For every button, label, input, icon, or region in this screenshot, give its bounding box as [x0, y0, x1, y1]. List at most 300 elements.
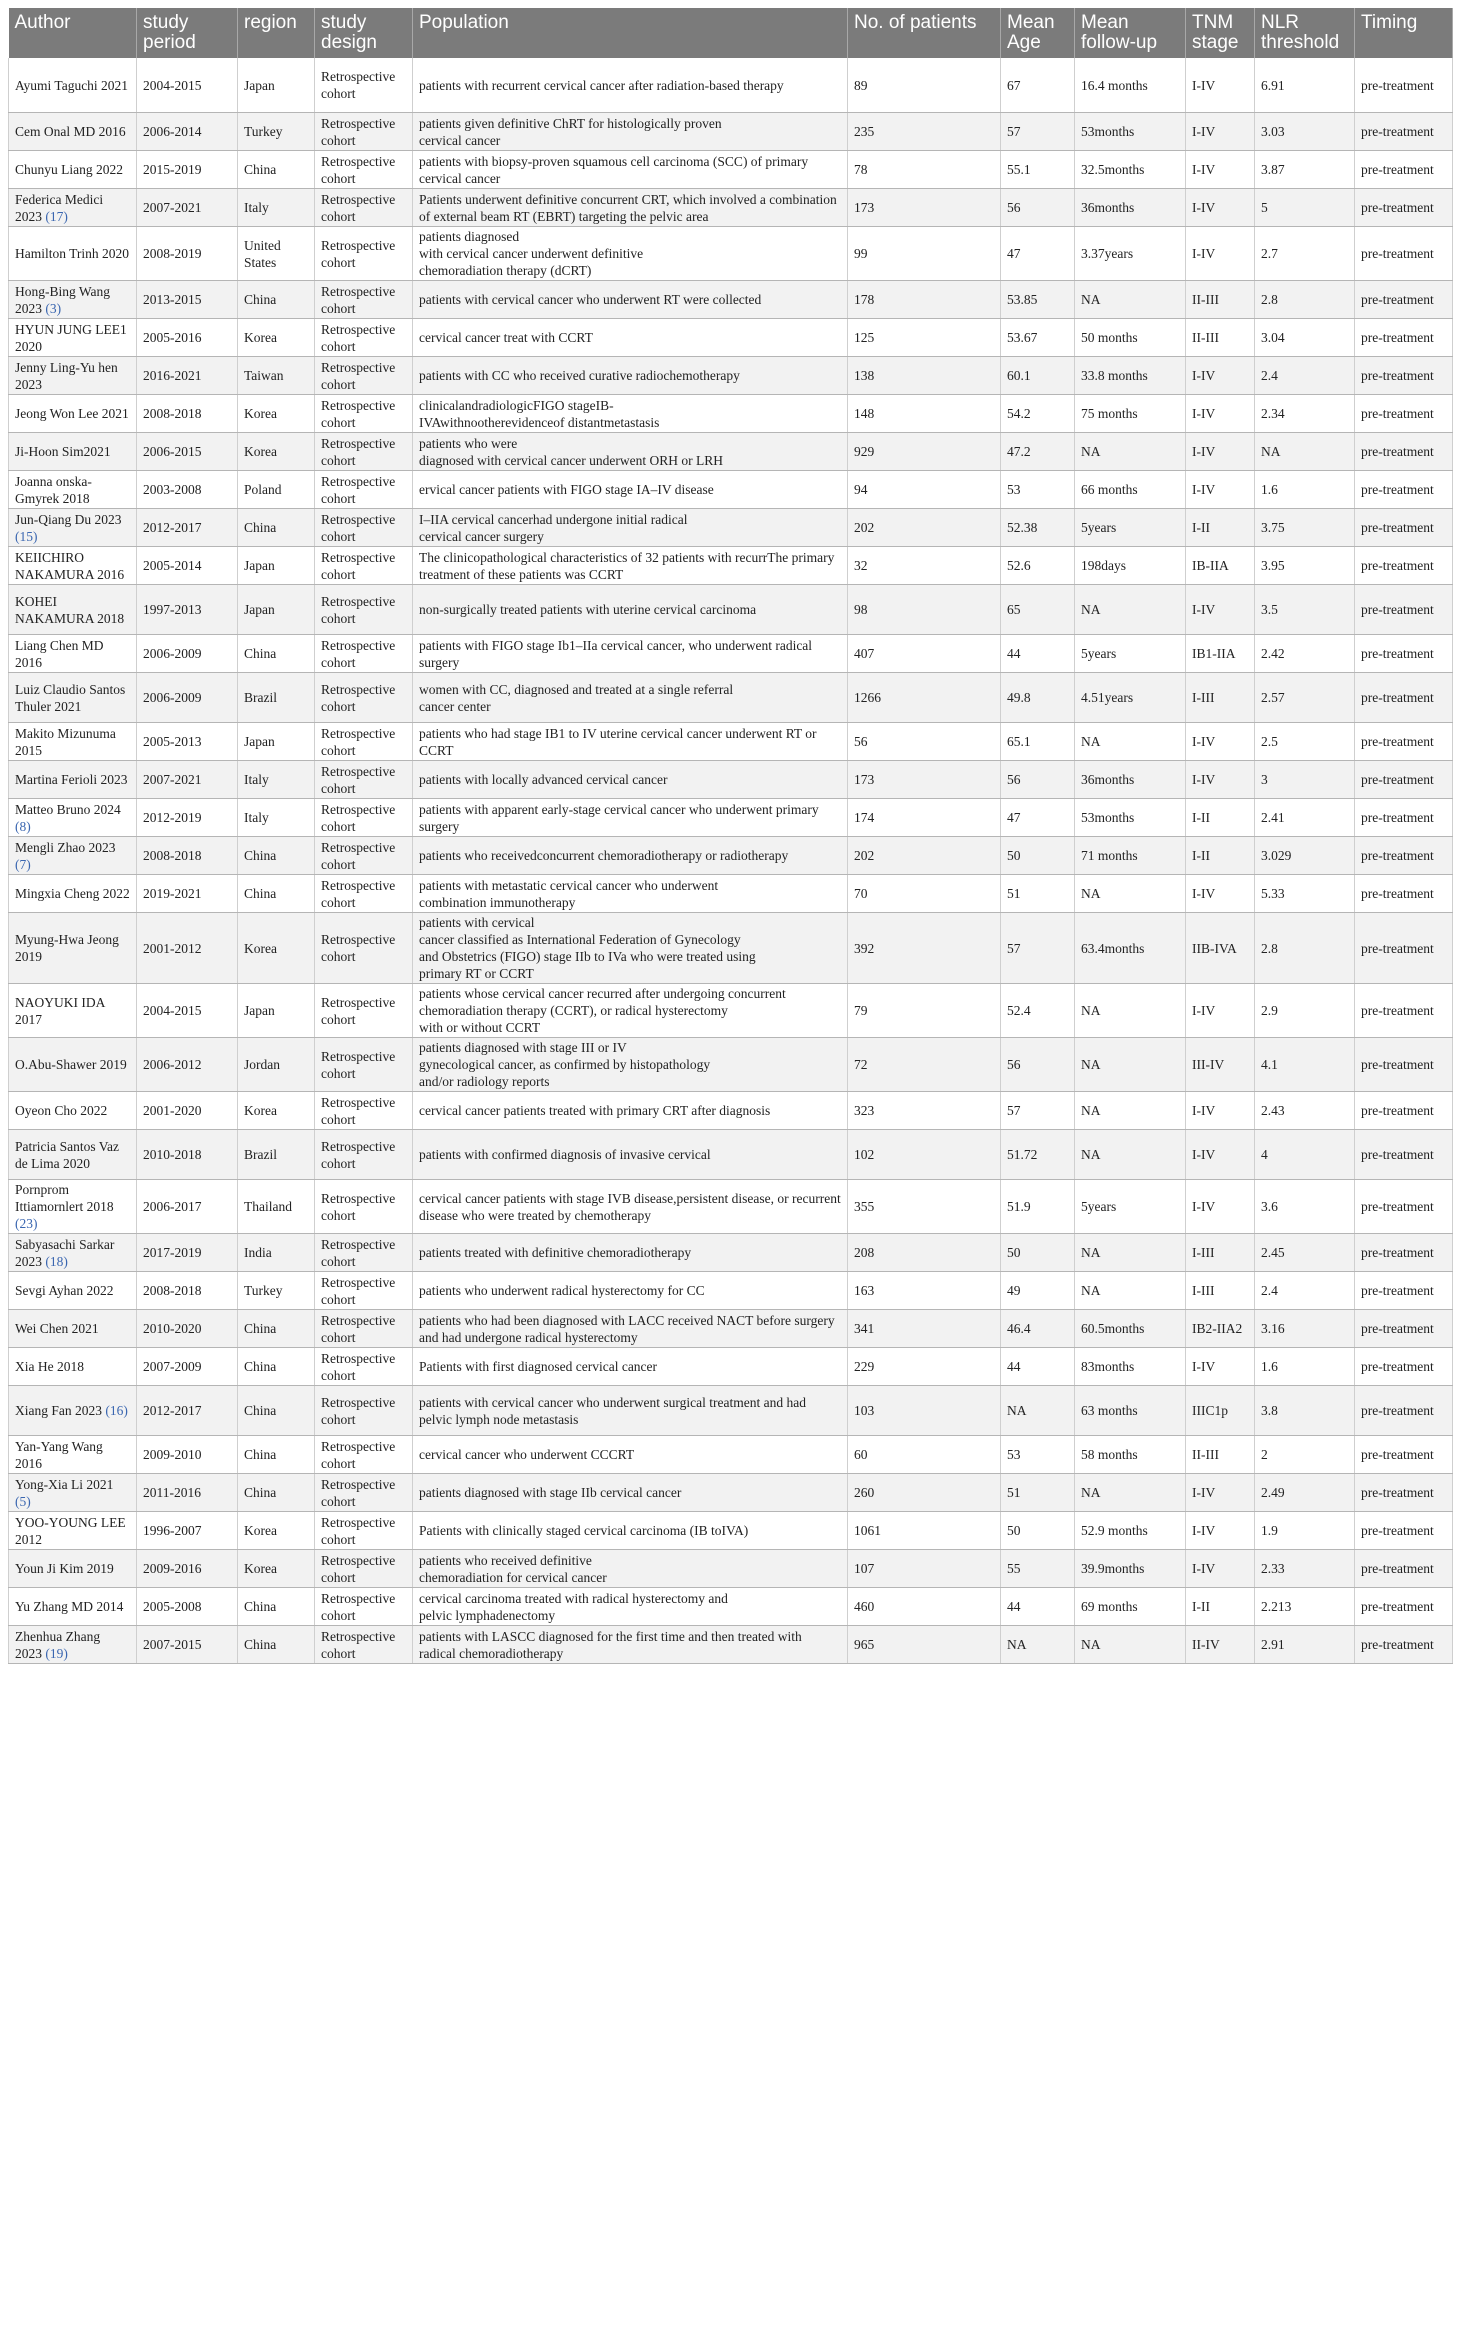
cell-author-text: Zhenhua Zhang 2023	[15, 1628, 101, 1661]
cell-mean-age	[1001, 1474, 1075, 1512]
cell-mean-age	[1001, 1272, 1075, 1310]
cell-population-text: patients diagnosed with stage III or IV gynecological cancer, as confirmed by histopathology and/or radiology reports	[419, 1040, 711, 1089]
reference-link[interactable]: (7)	[15, 856, 31, 872]
cell-study-period-text: 2005-2008	[143, 1599, 202, 1614]
cell-study-period-text: 1997-2013	[143, 602, 202, 617]
cell-mean-follow-up-text: 36months	[1081, 772, 1135, 787]
cell-timing	[1355, 984, 1453, 1038]
cell-mean-follow-up-text: 75 months	[1081, 406, 1138, 421]
cell-tnm-stage	[1186, 471, 1255, 509]
cell-region-text: Japan	[244, 602, 275, 617]
cell-timing-text: pre-treatment	[1361, 1485, 1434, 1500]
cell-mean-follow-up-text: 58 months	[1081, 1447, 1138, 1462]
cell-nlr-threshold	[1255, 471, 1355, 509]
cell-region-text: Italy	[244, 772, 269, 787]
table-row	[9, 227, 1453, 281]
cell-study-period	[137, 1234, 238, 1272]
cell-nlr-threshold-text: 1.6	[1261, 482, 1278, 497]
cell-study-period	[137, 1180, 238, 1234]
cell-author-text: Liang Chen MD 2016	[15, 637, 104, 670]
cell-nlr-threshold	[1255, 1588, 1355, 1626]
cell-mean-age-text: 54.2	[1007, 406, 1031, 421]
reference-link[interactable]: (5)	[15, 1493, 31, 1509]
cell-nlr-threshold	[1255, 1348, 1355, 1386]
cell-timing-text: pre-treatment	[1361, 810, 1434, 825]
cell-no-of-patients	[848, 1626, 1001, 1664]
cell-author	[9, 58, 137, 113]
cell-nlr-threshold-text: 1.6	[1261, 1359, 1278, 1374]
cell-mean-follow-up	[1075, 58, 1186, 113]
cell-population-text: patients with biopsy-proven squamous cell carcinoma (SCC) of primary cervical cancer	[419, 153, 809, 186]
cell-study-period-text: 2007-2009	[143, 1359, 202, 1374]
cell-no-of-patients	[848, 585, 1001, 635]
cell-author-text: Ji-Hoon Sim2021	[15, 444, 111, 459]
cell-mean-age	[1001, 875, 1075, 913]
cell-nlr-threshold-text: 2.9	[1261, 1003, 1278, 1018]
cell-study-period	[137, 547, 238, 585]
cell-no-of-patients-text: 163	[854, 1283, 875, 1298]
cell-timing	[1355, 723, 1453, 761]
cell-mean-age-text: 56	[1007, 1057, 1021, 1072]
cell-region	[238, 1474, 315, 1512]
cell-mean-follow-up	[1075, 113, 1186, 151]
cell-mean-age	[1001, 227, 1075, 281]
cell-tnm-stage-text: I-IV	[1192, 1485, 1216, 1500]
cell-mean-age	[1001, 395, 1075, 433]
cell-nlr-threshold	[1255, 113, 1355, 151]
cell-mean-age	[1001, 189, 1075, 227]
reference-link[interactable]: (18)	[45, 1253, 68, 1269]
reference-link[interactable]: (15)	[15, 528, 38, 544]
cell-timing-text: pre-treatment	[1361, 1147, 1434, 1162]
cell-mean-age	[1001, 761, 1075, 799]
cell-study-design	[315, 875, 413, 913]
cell-nlr-threshold	[1255, 1092, 1355, 1130]
cell-population	[413, 189, 848, 227]
cell-population-text: clinicalandradiologicFIGO stageIB- IVAwithnootherevidenceof distantmetastasis	[419, 397, 660, 430]
cell-timing	[1355, 837, 1453, 875]
cell-region-text: China	[244, 1599, 277, 1614]
cell-region-text: China	[244, 1321, 277, 1336]
cell-author	[9, 1588, 137, 1626]
cell-study-design-text: Retrospective cohort	[321, 1094, 396, 1127]
cell-no-of-patients-text: 235	[854, 124, 875, 139]
cell-mean-age-text: 67	[1007, 77, 1021, 93]
cell-study-period	[137, 1310, 238, 1348]
table-row	[9, 1386, 1453, 1436]
table-row	[9, 1348, 1453, 1386]
table-row	[9, 585, 1453, 635]
cell-no-of-patients	[848, 635, 1001, 673]
cell-timing-text: pre-treatment	[1361, 1103, 1434, 1118]
cell-no-of-patients	[848, 58, 1001, 113]
cell-timing	[1355, 1474, 1453, 1512]
cell-mean-follow-up	[1075, 281, 1186, 319]
cell-mean-age	[1001, 1386, 1075, 1436]
cell-no-of-patients-text: 72	[854, 1057, 868, 1072]
cell-tnm-stage	[1186, 1310, 1255, 1348]
cell-author	[9, 227, 137, 281]
cell-study-design-text: Retrospective cohort	[321, 1048, 396, 1081]
cell-population	[413, 761, 848, 799]
cell-study-period	[137, 913, 238, 984]
cell-mean-follow-up-text: 33.8 months	[1081, 368, 1148, 383]
cell-tnm-stage	[1186, 1272, 1255, 1310]
cell-region-text: United States	[244, 237, 281, 270]
cell-mean-age-text: 47	[1007, 246, 1021, 261]
cell-author-text: KOHEI NAKAMURA 2018	[15, 593, 125, 626]
cell-tnm-stage	[1186, 1348, 1255, 1386]
header-author: Author	[9, 8, 137, 58]
cell-nlr-threshold	[1255, 58, 1355, 113]
cell-study-design	[315, 1436, 413, 1474]
cell-author-text: Yu Zhang MD 2014	[15, 1599, 124, 1614]
cell-author-text: O.Abu-Shawer 2019	[15, 1057, 127, 1072]
cell-study-period	[137, 1436, 238, 1474]
cell-region	[238, 1348, 315, 1386]
cell-timing	[1355, 1386, 1453, 1436]
cell-author-text: NAOYUKI IDA 2017	[15, 994, 105, 1027]
cell-no-of-patients-text: 173	[854, 772, 875, 787]
cell-study-design-text: Retrospective cohort	[321, 191, 396, 224]
cell-nlr-threshold-text: 2.8	[1261, 292, 1278, 307]
cell-author	[9, 1130, 137, 1180]
table-row	[9, 357, 1453, 395]
cell-mean-follow-up-text: 36months	[1081, 200, 1135, 215]
cell-study-design-text: Retrospective cohort	[321, 1190, 396, 1223]
cell-no-of-patients	[848, 1310, 1001, 1348]
cell-mean-follow-up	[1075, 875, 1186, 913]
cell-mean-age-text: 47	[1007, 810, 1021, 825]
cell-region	[238, 1038, 315, 1092]
cell-timing	[1355, 1234, 1453, 1272]
cell-mean-age-text: 56	[1007, 200, 1021, 215]
cell-study-period-text: 2006-2014	[143, 124, 202, 139]
cell-study-design	[315, 471, 413, 509]
cell-mean-age	[1001, 357, 1075, 395]
cell-author-text: Xiang Fan 2023	[15, 1403, 102, 1418]
cell-study-period-text: 2012-2017	[143, 520, 202, 535]
cell-tnm-stage	[1186, 433, 1255, 471]
cell-study-design	[315, 547, 413, 585]
cell-author-text: Makito Mizunuma 2015	[15, 725, 116, 758]
table-row	[9, 673, 1453, 723]
cell-study-period-text: 2006-2012	[143, 1057, 202, 1072]
cell-mean-age-text: 51	[1007, 1485, 1021, 1500]
cell-tnm-stage	[1186, 1092, 1255, 1130]
cell-population	[413, 875, 848, 913]
cell-mean-age	[1001, 1234, 1075, 1272]
cell-author-text: Yan-Yang Wang 2016	[15, 1438, 103, 1471]
cell-tnm-stage	[1186, 1588, 1255, 1626]
cell-region	[238, 1234, 315, 1272]
cell-author	[9, 585, 137, 635]
cell-mean-age	[1001, 1512, 1075, 1550]
cell-tnm-stage	[1186, 761, 1255, 799]
cell-population-text: patients with locally advanced cervical cancer	[419, 772, 668, 787]
cell-tnm-stage-text: II-III	[1192, 1447, 1219, 1462]
cell-author-text: Hong-Bing Wang 2023	[15, 283, 111, 316]
cell-population	[413, 113, 848, 151]
cell-population-text: patients with CC who received curative radiochemotherapy	[419, 368, 740, 383]
cell-mean-age	[1001, 1038, 1075, 1092]
cell-study-design-text: Retrospective cohort	[321, 1350, 396, 1383]
cell-timing	[1355, 547, 1453, 585]
cell-mean-follow-up-text: NA	[1081, 602, 1101, 617]
cell-mean-age	[1001, 585, 1075, 635]
cell-region-text: Korea	[244, 1561, 277, 1576]
cell-region	[238, 547, 315, 585]
cell-nlr-threshold-text: 3.8	[1261, 1403, 1278, 1418]
table-row	[9, 1038, 1453, 1092]
cell-mean-age	[1001, 1092, 1075, 1130]
table-row	[9, 281, 1453, 319]
cell-region-text: Italy	[244, 200, 269, 215]
cell-author	[9, 547, 137, 585]
cell-study-design	[315, 1348, 413, 1386]
cell-no-of-patients	[848, 875, 1001, 913]
cell-nlr-threshold-text: 2.57	[1261, 690, 1285, 705]
reference-link[interactable]: (3)	[45, 300, 62, 316]
cell-study-period-text: 2005-2013	[143, 734, 202, 749]
cell-timing-text: pre-treatment	[1361, 558, 1434, 573]
cell-mean-follow-up	[1075, 189, 1186, 227]
cell-region-text: China	[244, 848, 277, 863]
cell-mean-follow-up-text: 83months	[1081, 1359, 1135, 1374]
cell-study-period	[137, 58, 238, 113]
cell-no-of-patients	[848, 1474, 1001, 1512]
cell-region	[238, 723, 315, 761]
cell-timing-text: pre-treatment	[1361, 772, 1434, 787]
cell-author-text: Myung-Hwa Jeong 2019	[15, 932, 119, 964]
cell-mean-age-text: 51.72	[1007, 1147, 1038, 1162]
cell-study-design-text: Retrospective cohort	[321, 681, 396, 714]
cell-nlr-threshold	[1255, 319, 1355, 357]
table-row	[9, 1234, 1453, 1272]
cell-author-text: Federica Medici 2023	[15, 191, 104, 224]
cell-population-text: patients with LASCC diagnosed for the first time and then treated with radical chemoradiotherapy	[419, 1628, 802, 1661]
cell-population-text: patients with FIGO stage Ib1–IIa cervical cancer, who underwent radical surgery	[419, 637, 813, 670]
reference-link[interactable]: (16)	[105, 1403, 128, 1418]
cell-nlr-threshold-text: 2.34	[1261, 406, 1285, 421]
cell-mean-age	[1001, 723, 1075, 761]
cell-tnm-stage-text: I-III	[1192, 1283, 1215, 1298]
cell-tnm-stage-text: IB-IIA	[1192, 558, 1229, 573]
cell-author	[9, 433, 137, 471]
cell-no-of-patients	[848, 1272, 1001, 1310]
cell-study-period	[137, 1626, 238, 1664]
cell-study-period-text: 2008-2018	[143, 406, 202, 421]
cell-author	[9, 189, 137, 227]
cell-author	[9, 357, 137, 395]
cell-author-text: Jeong Won Lee 2021	[15, 406, 129, 421]
cell-mean-follow-up	[1075, 433, 1186, 471]
cell-mean-age-text: 60.1	[1007, 368, 1031, 383]
cell-region-text: Thailand	[244, 1199, 292, 1214]
cell-region-text: China	[244, 1485, 277, 1500]
cell-mean-follow-up-text: 5years	[1081, 1199, 1117, 1214]
reference-link[interactable]: (8)	[15, 818, 31, 834]
cell-study-design	[315, 509, 413, 547]
cell-no-of-patients	[848, 1550, 1001, 1588]
cell-study-design	[315, 1626, 413, 1664]
cell-mean-follow-up-text: NA	[1081, 886, 1101, 901]
table-row	[9, 151, 1453, 189]
reference-link[interactable]: (23)	[15, 1216, 38, 1231]
cell-timing	[1355, 1436, 1453, 1474]
cell-study-design	[315, 281, 413, 319]
cell-no-of-patients-text: 60	[854, 1447, 868, 1462]
cell-mean-age	[1001, 547, 1075, 585]
cell-mean-follow-up	[1075, 1130, 1186, 1180]
cell-population-text: patients treated with definitive chemoradiotherapy	[419, 1245, 692, 1260]
cell-tnm-stage	[1186, 875, 1255, 913]
cell-study-design-text: Retrospective cohort	[321, 725, 396, 758]
cell-region-text: Turkey	[244, 124, 283, 139]
cell-timing-text: pre-treatment	[1361, 602, 1434, 617]
cell-no-of-patients	[848, 1038, 1001, 1092]
cell-study-period-text: 2013-2015	[143, 292, 202, 307]
cell-no-of-patients	[848, 761, 1001, 799]
cell-no-of-patients	[848, 1092, 1001, 1130]
cell-author-text: Chunyu Liang 2022	[15, 162, 123, 177]
cell-tnm-stage-text: I-II	[1192, 1599, 1210, 1614]
cell-region	[238, 1310, 315, 1348]
table-row	[9, 875, 1453, 913]
cell-mean-follow-up	[1075, 395, 1186, 433]
cell-nlr-threshold-text: 3.75	[1261, 520, 1285, 535]
cell-study-period-text: 2006-2015	[143, 444, 202, 459]
cell-author-text: Martina Ferioli 2023	[15, 772, 128, 787]
cell-nlr-threshold-text: 6.91	[1261, 77, 1285, 93]
cell-tnm-stage-text: I-IV	[1192, 368, 1216, 383]
cell-population-text: patients with recurrent cervical cancer after radiation-based therapy	[419, 77, 784, 93]
cell-study-period	[137, 635, 238, 673]
cell-population-text: patients whose cervical cancer recurred after undergoing concurrent chemoradiation therapy (CCRT), or radical hysterectomy with or without CCRT	[419, 986, 786, 1035]
cell-study-design	[315, 1130, 413, 1180]
table-row	[9, 395, 1453, 433]
cell-study-period-text: 2009-2016	[143, 1561, 202, 1576]
cell-population-text: patients who had stage IB1 to IV uterine cervical cancer underwent RT or CCRT	[419, 725, 817, 758]
cell-nlr-threshold-text: 3.5	[1261, 602, 1278, 617]
cell-region	[238, 113, 315, 151]
table-body	[9, 58, 1453, 1664]
cell-mean-age	[1001, 1550, 1075, 1588]
cell-study-design	[315, 58, 413, 113]
cell-timing-text: pre-treatment	[1361, 200, 1434, 215]
cell-population	[413, 1234, 848, 1272]
cell-region-text: Poland	[244, 482, 282, 497]
cell-study-design	[315, 1386, 413, 1436]
cell-region-text: Italy	[244, 810, 269, 825]
cell-nlr-threshold-text: 2.7	[1261, 246, 1278, 261]
cell-nlr-threshold	[1255, 837, 1355, 875]
cell-nlr-threshold	[1255, 1130, 1355, 1180]
cell-population	[413, 799, 848, 837]
cell-study-design	[315, 913, 413, 984]
cell-region	[238, 227, 315, 281]
cell-population-text: cervical cancer patients treated with primary CRT after diagnosis	[419, 1103, 771, 1118]
cell-study-design-text: Retrospective cohort	[321, 1236, 396, 1269]
reference-link[interactable]: (19)	[45, 1645, 68, 1661]
cell-mean-age	[1001, 1180, 1075, 1234]
cell-no-of-patients	[848, 913, 1001, 984]
cell-nlr-threshold	[1255, 1272, 1355, 1310]
cell-mean-follow-up	[1075, 1272, 1186, 1310]
cell-timing	[1355, 585, 1453, 635]
reference-link[interactable]: (17)	[45, 208, 68, 224]
cell-study-period	[137, 509, 238, 547]
table-row	[9, 319, 1453, 357]
cell-population-text: patients diagnosed with cervical cancer underwent definitive chemoradiation therapy (dCRT)	[419, 229, 644, 278]
cell-mean-age	[1001, 1588, 1075, 1626]
cell-population	[413, 673, 848, 723]
cell-mean-age	[1001, 984, 1075, 1038]
cell-population	[413, 837, 848, 875]
cell-study-period-text: 2001-2020	[143, 1103, 202, 1118]
cell-mean-follow-up-text: NA	[1081, 1003, 1101, 1018]
cell-study-period-text: 1996-2007	[143, 1523, 202, 1538]
cell-mean-age-text: 53	[1007, 1447, 1021, 1462]
cell-study-design	[315, 1310, 413, 1348]
cell-tnm-stage-text: I-IV	[1192, 1359, 1216, 1374]
cell-region-text: Japan	[244, 1003, 275, 1018]
cell-study-period	[137, 1348, 238, 1386]
cell-study-design	[315, 585, 413, 635]
cell-author-text: Mingxia Cheng 2022	[15, 886, 130, 901]
cell-mean-age	[1001, 1348, 1075, 1386]
cell-no-of-patients-text: 107	[854, 1561, 875, 1576]
cell-region	[238, 1180, 315, 1234]
cell-population	[413, 635, 848, 673]
cell-nlr-threshold	[1255, 585, 1355, 635]
cell-nlr-threshold-text: 3.04	[1261, 330, 1285, 345]
cell-study-period	[137, 189, 238, 227]
cell-mean-age-text: 50	[1007, 1245, 1021, 1260]
cell-study-design-text: Retrospective cohort	[321, 435, 396, 468]
cell-timing	[1355, 319, 1453, 357]
cell-no-of-patients	[848, 433, 1001, 471]
cell-timing-text: pre-treatment	[1361, 1599, 1434, 1614]
cell-no-of-patients	[848, 189, 1001, 227]
cell-nlr-threshold	[1255, 761, 1355, 799]
cell-mean-follow-up-text: 63.4months	[1081, 940, 1145, 956]
cell-tnm-stage-text: I-IV	[1192, 1147, 1216, 1162]
table-row	[9, 761, 1453, 799]
cell-author-text: Luiz Claudio Santos Thuler 2021	[15, 681, 126, 714]
header-study-design: study design	[315, 8, 413, 58]
cell-no-of-patients-text: 102	[854, 1147, 875, 1162]
cell-population-text: Patients underwent definitive concurrent CRT, which involved a combination of external beam RT (EBRT) targeting the pelvic area	[419, 191, 837, 224]
cell-tnm-stage	[1186, 1626, 1255, 1664]
cell-tnm-stage-text: IB1-IIA	[1192, 646, 1236, 661]
cell-tnm-stage	[1186, 319, 1255, 357]
cell-nlr-threshold-text: 4.1	[1261, 1057, 1278, 1072]
cell-mean-age	[1001, 113, 1075, 151]
cell-study-period-text: 2010-2020	[143, 1321, 202, 1336]
cell-study-design	[315, 984, 413, 1038]
cell-nlr-threshold	[1255, 227, 1355, 281]
cell-region-text: China	[244, 1637, 277, 1652]
cell-study-design-text: Retrospective cohort	[321, 1312, 396, 1345]
cell-mean-age	[1001, 471, 1075, 509]
cell-mean-follow-up-text: 53months	[1081, 124, 1135, 139]
cell-tnm-stage	[1186, 723, 1255, 761]
cell-no-of-patients-text: 94	[854, 482, 868, 497]
cell-region-text: China	[244, 162, 277, 177]
cell-population	[413, 1588, 848, 1626]
cell-tnm-stage	[1186, 984, 1255, 1038]
